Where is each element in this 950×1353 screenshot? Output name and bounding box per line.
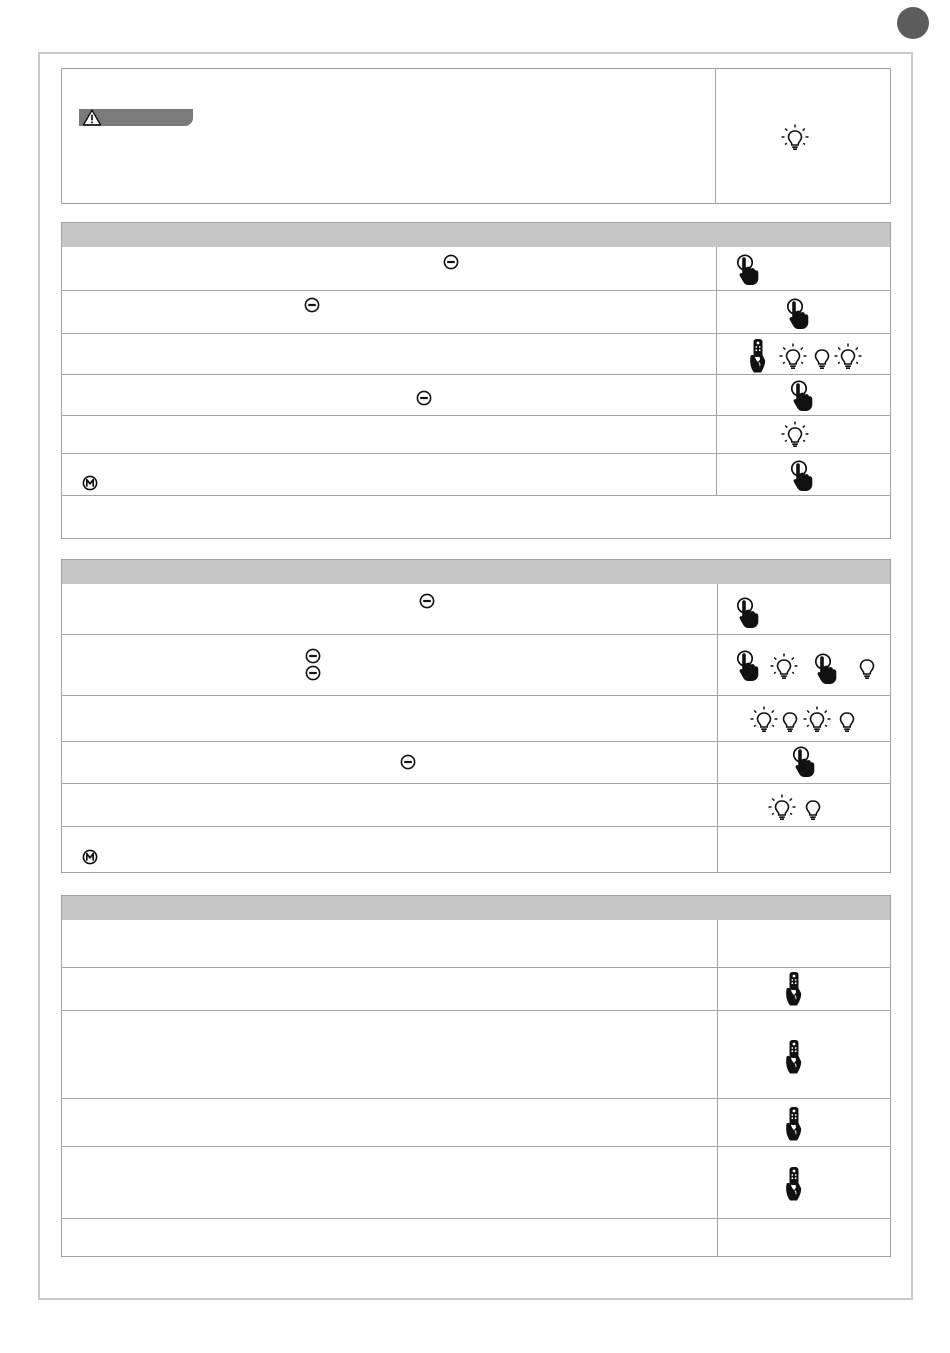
table-row — [62, 783, 890, 784]
hand-press-icon — [790, 459, 814, 493]
minus-key-icon — [419, 593, 435, 609]
minus-key-icon — [304, 297, 320, 313]
lamp-on-icon — [833, 342, 863, 372]
minus-key-icon — [416, 390, 432, 406]
warning-tag — [79, 109, 193, 126]
procedure-section-1 — [61, 222, 891, 539]
hand-press-icon — [786, 297, 810, 331]
remote-in-hand-icon — [746, 338, 770, 374]
minus-key-icon — [443, 254, 459, 270]
minus-key-icon — [400, 754, 416, 770]
remote-in-hand-icon — [782, 1039, 806, 1075]
lamp-off-icon — [798, 793, 828, 823]
m-key-icon — [82, 849, 98, 865]
table-row — [62, 1098, 890, 1099]
column-divider — [716, 247, 717, 495]
column-divider — [717, 920, 718, 1256]
remote-in-hand-icon — [782, 1166, 806, 1202]
column-divider — [715, 69, 716, 203]
section-header — [62, 896, 890, 920]
warning-triangle-icon — [82, 109, 102, 126]
hand-press-icon — [814, 652, 838, 686]
table-row — [62, 1146, 890, 1147]
table-row — [62, 695, 890, 696]
minus-key-icon — [305, 648, 321, 664]
lamp-on-icon — [780, 420, 810, 450]
lamp-on-icon — [802, 705, 832, 735]
table-row — [62, 290, 890, 291]
m-key-icon — [82, 475, 98, 491]
hand-press-icon — [736, 649, 760, 683]
page-number-badge — [897, 7, 929, 39]
hand-press-icon — [736, 596, 760, 630]
table-row — [62, 453, 890, 454]
table-row — [62, 333, 890, 334]
minus-key-icon — [305, 665, 321, 681]
remote-in-hand-icon — [782, 1106, 806, 1142]
lamp-off-icon — [775, 705, 805, 735]
table-row — [62, 1218, 890, 1219]
procedure-section-2 — [61, 559, 891, 873]
lamp-off-icon — [852, 652, 882, 682]
procedure-section-3 — [61, 895, 891, 1257]
table-row — [62, 495, 890, 496]
remote-in-hand-icon — [782, 971, 806, 1007]
hand-press-icon — [792, 745, 816, 779]
table-row — [62, 826, 890, 827]
lamp-off-icon — [832, 705, 862, 735]
warning-box — [61, 68, 891, 204]
section-header — [62, 560, 890, 584]
column-divider — [717, 584, 718, 872]
table-row — [62, 967, 890, 968]
lamp-on-icon — [778, 342, 808, 372]
table-row — [62, 741, 890, 742]
hand-press-icon — [790, 379, 814, 413]
lamp-on-icon — [767, 793, 797, 823]
section-header — [62, 223, 890, 247]
lamp-on-icon — [780, 123, 810, 153]
hand-press-icon — [736, 253, 760, 287]
table-row — [62, 374, 890, 375]
lamp-on-icon — [769, 652, 799, 682]
table-row — [62, 415, 890, 416]
table-row — [62, 1010, 890, 1011]
table-row — [62, 634, 890, 635]
